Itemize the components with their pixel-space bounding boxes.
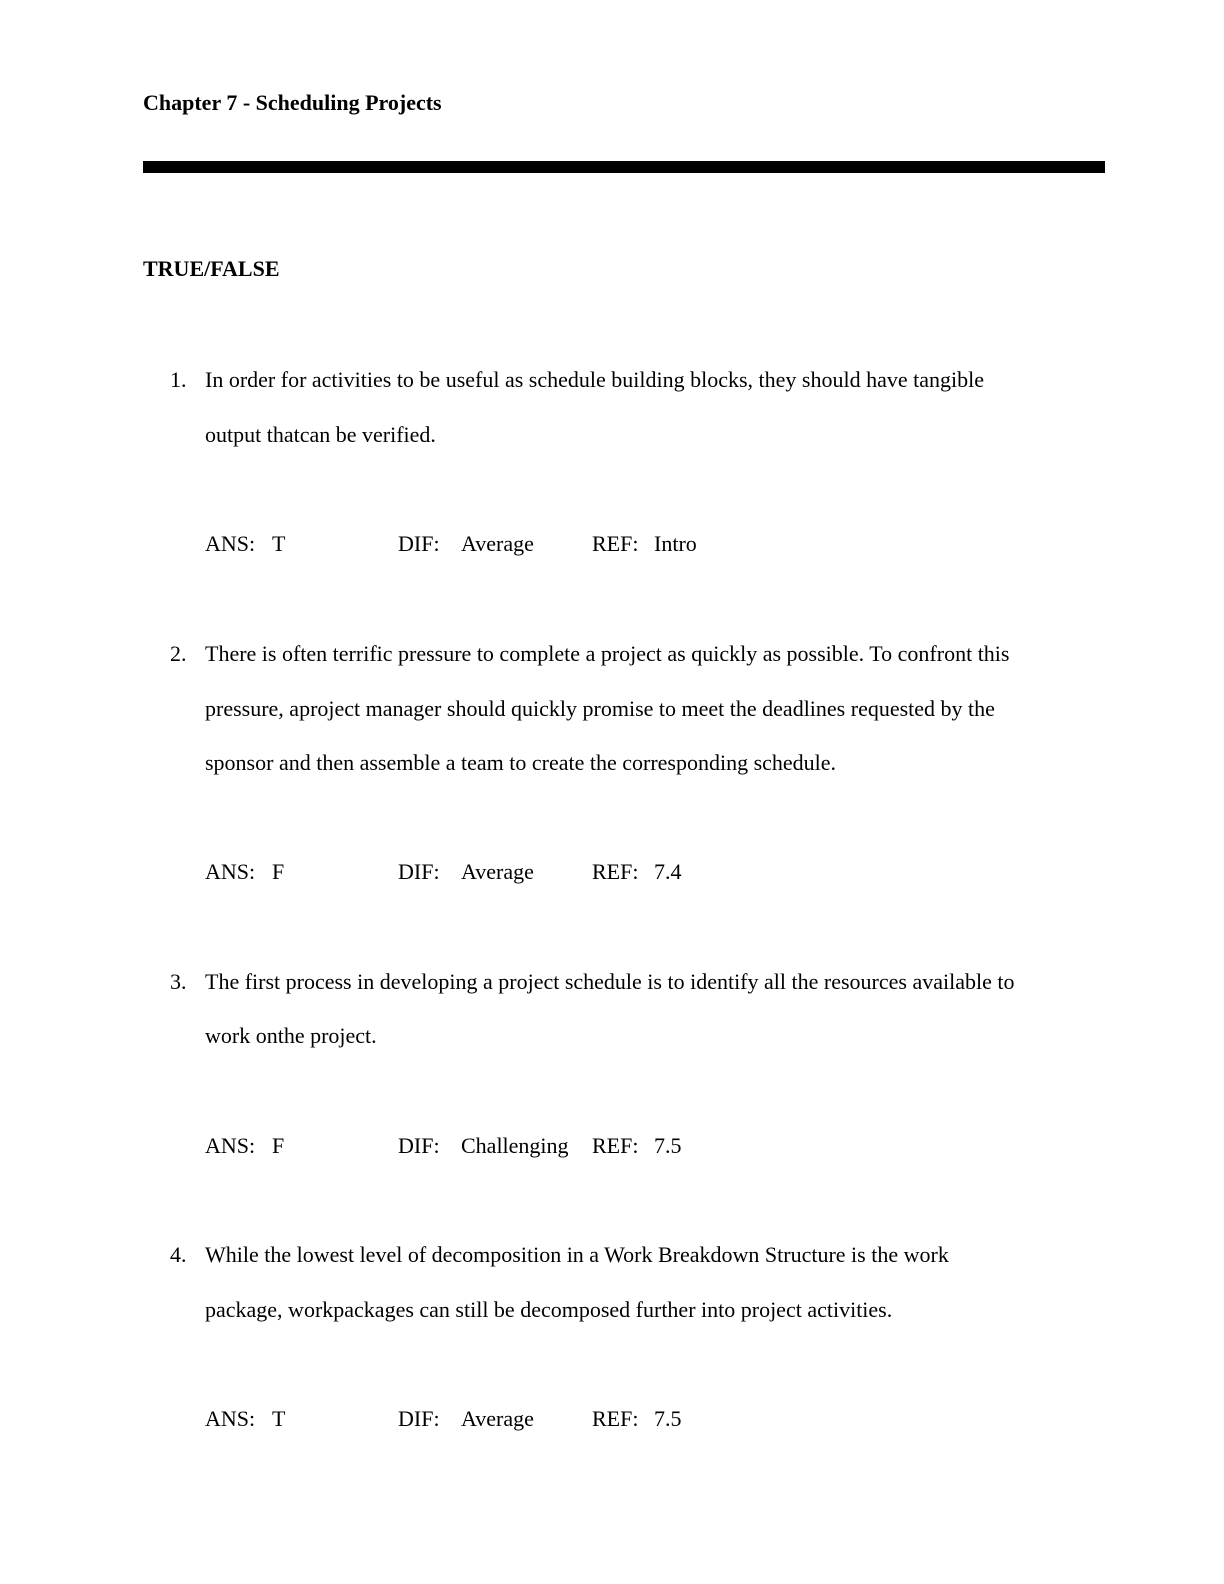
- question-text-line: While the lowest level of decomposition in a Work Breakdown Structure is the work: [205, 1242, 949, 1267]
- ref-label: REF:: [592, 1406, 639, 1431]
- ans-value: F: [272, 859, 285, 884]
- ref-label: REF:: [592, 531, 639, 556]
- dif-label: DIF:: [398, 859, 440, 884]
- dif-label: DIF:: [398, 1406, 440, 1431]
- question-text-line: work onthe project.: [205, 1023, 377, 1048]
- question-text-line: pressure, aproject manager should quickly promise to meet the deadlines requested by the: [205, 696, 995, 721]
- question-text-line: The first process in developing a project schedule is to identify all the resources available to: [205, 969, 1015, 994]
- dif-label: DIF:: [398, 531, 440, 556]
- dif-value: Average: [461, 531, 534, 556]
- question-number: 1.: [170, 367, 187, 392]
- horizontal-rule: [143, 161, 1105, 173]
- question-text-line: sponsor and then assemble a team to create the corresponding schedule.: [205, 750, 837, 775]
- answer-row: [205, 859, 905, 885]
- question-text-line: There is often terrific pressure to complete a project as quickly as possible. To confront this: [205, 641, 1010, 666]
- question-text-line: In order for activities to be useful as schedule building blocks, they should have tangible: [205, 367, 984, 392]
- ans-label: ANS:: [205, 531, 256, 556]
- dif-label: DIF:: [398, 1133, 440, 1158]
- question-text-line: output thatcan be verified.: [205, 422, 436, 447]
- ref-value: 7.4: [654, 859, 682, 884]
- ans-value: T: [272, 1406, 286, 1431]
- question-text-line: package, workpackages can still be decomposed further into project activities.: [205, 1297, 893, 1322]
- question-number: 3.: [170, 969, 187, 994]
- ref-value: 7.5: [654, 1406, 682, 1431]
- dif-value: Average: [461, 1406, 534, 1431]
- ref-value: 7.5: [654, 1133, 682, 1158]
- dif-value: Challenging: [461, 1133, 569, 1158]
- ans-label: ANS:: [205, 859, 256, 884]
- ref-label: REF:: [592, 859, 639, 884]
- ans-label: ANS:: [205, 1406, 256, 1431]
- ref-label: REF:: [592, 1133, 639, 1158]
- ref-value: Intro: [654, 531, 697, 556]
- answer-row: [205, 531, 905, 557]
- question-number: 4.: [170, 1242, 187, 1267]
- ans-label: ANS:: [205, 1133, 256, 1158]
- ans-value: T: [272, 531, 286, 556]
- answer-row: [205, 1406, 905, 1432]
- answer-row: [205, 1133, 905, 1159]
- chapter-title: Chapter 7 - Scheduling Projects: [143, 90, 442, 115]
- section-heading: TRUE/FALSE: [143, 256, 280, 281]
- ans-value: F: [272, 1133, 285, 1158]
- dif-value: Average: [461, 859, 534, 884]
- question-number: 2.: [170, 641, 187, 666]
